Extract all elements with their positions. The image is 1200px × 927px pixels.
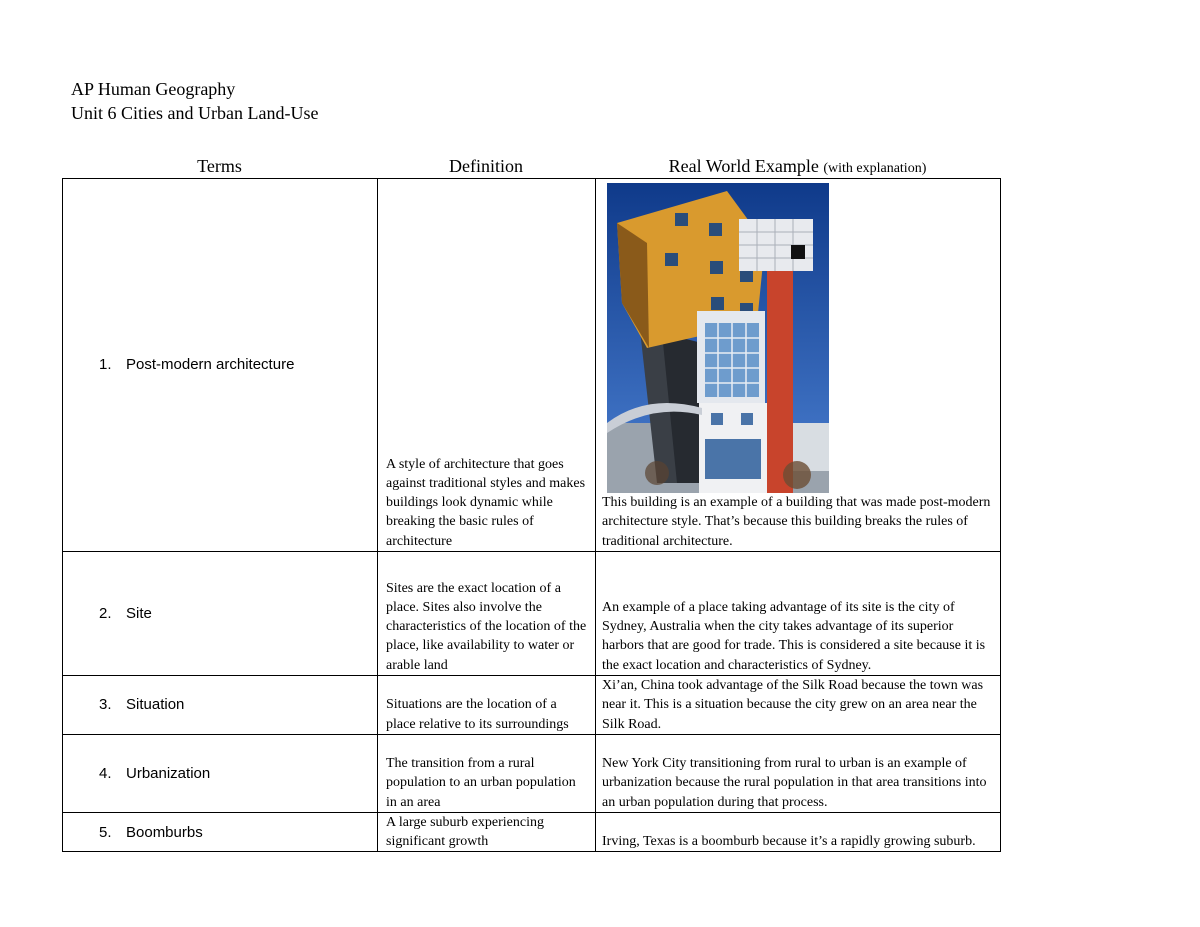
definition-cell	[378, 734, 596, 812]
column-header-example-label: Real World Example	[668, 156, 819, 176]
document-title: AP Human Geography	[71, 79, 236, 99]
table-row	[63, 734, 1001, 812]
table-row	[63, 179, 1001, 552]
table-row	[63, 552, 1001, 676]
example-cell	[596, 552, 1001, 676]
example-cell	[596, 812, 1001, 852]
example-text: This building is an example of a building that was made post-modern architecture style. That’s because this building breaks the rules of traditional architecture.	[602, 495, 991, 549]
term-number: 5.	[99, 823, 112, 841]
example-text: Xi’an, China took advantage of the Silk Road because the town was near it. This is a situation because the city grew on an area near the Silk Road.	[602, 678, 984, 732]
column-header-example	[595, 155, 1000, 180]
table-row	[63, 676, 1001, 735]
example-cell	[596, 676, 1001, 735]
term-label: Situation	[126, 696, 185, 714]
example-text: New York City transitioning from rural to urban is an example of urbanization because the rural population in that area transitions into an urban population during that process.	[602, 756, 987, 810]
example-text: An example of a place taking advantage of its site is the city of Sydney, Australia when the city takes advantage of its superior harbors that are good for trade. This is considered a site because it is the exact location and characteristics of Sydney.	[602, 599, 986, 673]
example-cell	[596, 179, 1001, 552]
example-cell	[596, 734, 1001, 812]
term-cell	[63, 812, 378, 852]
definition-text: The transition from a rural population to an urban population in an area	[386, 756, 576, 810]
term-label: Post-modern architecture	[126, 356, 295, 374]
definition-cell	[378, 812, 596, 852]
term-label: Urbanization	[126, 764, 211, 782]
definition-text: A large suburb experiencing significant growth	[386, 814, 544, 850]
term-number: 1.	[99, 356, 112, 374]
term-cell	[63, 734, 378, 812]
term-label: Boomburbs	[126, 823, 203, 841]
term-number: 3.	[99, 696, 112, 714]
definition-cell	[378, 676, 596, 735]
column-header-definition: Definition	[449, 156, 523, 176]
definition-text: Sites are the exact location of a place. Sites also involve the characteristics of the location of the place, like availability to water or arable land	[386, 580, 587, 673]
term-cell	[63, 552, 378, 676]
term-number: 4.	[99, 764, 112, 782]
definition-text: A style of architecture that goes against traditional styles and makes buildings look dynamic while breaking the basic rules of architecture	[386, 456, 586, 549]
term-cell	[63, 179, 378, 552]
definition-cell	[378, 179, 596, 552]
document-subtitle: Unit 6 Cities and Urban Land-Use	[71, 103, 319, 123]
postmodern-building-photo	[607, 183, 829, 493]
example-text: Irving, Texas is a boomburb because it’s a rapidly growing suburb.	[602, 834, 976, 850]
definition-cell	[378, 552, 596, 676]
term-number: 2.	[99, 604, 112, 622]
column-header-terms: Terms	[197, 156, 242, 176]
term-label: Site	[126, 604, 152, 622]
terms-table	[62, 178, 1001, 852]
definition-text: Situations are the location of a place relative to its surroundings	[386, 697, 569, 732]
term-cell	[63, 676, 378, 735]
column-header-example-note: (with explanation)	[823, 161, 927, 176]
table-row	[63, 812, 1001, 852]
